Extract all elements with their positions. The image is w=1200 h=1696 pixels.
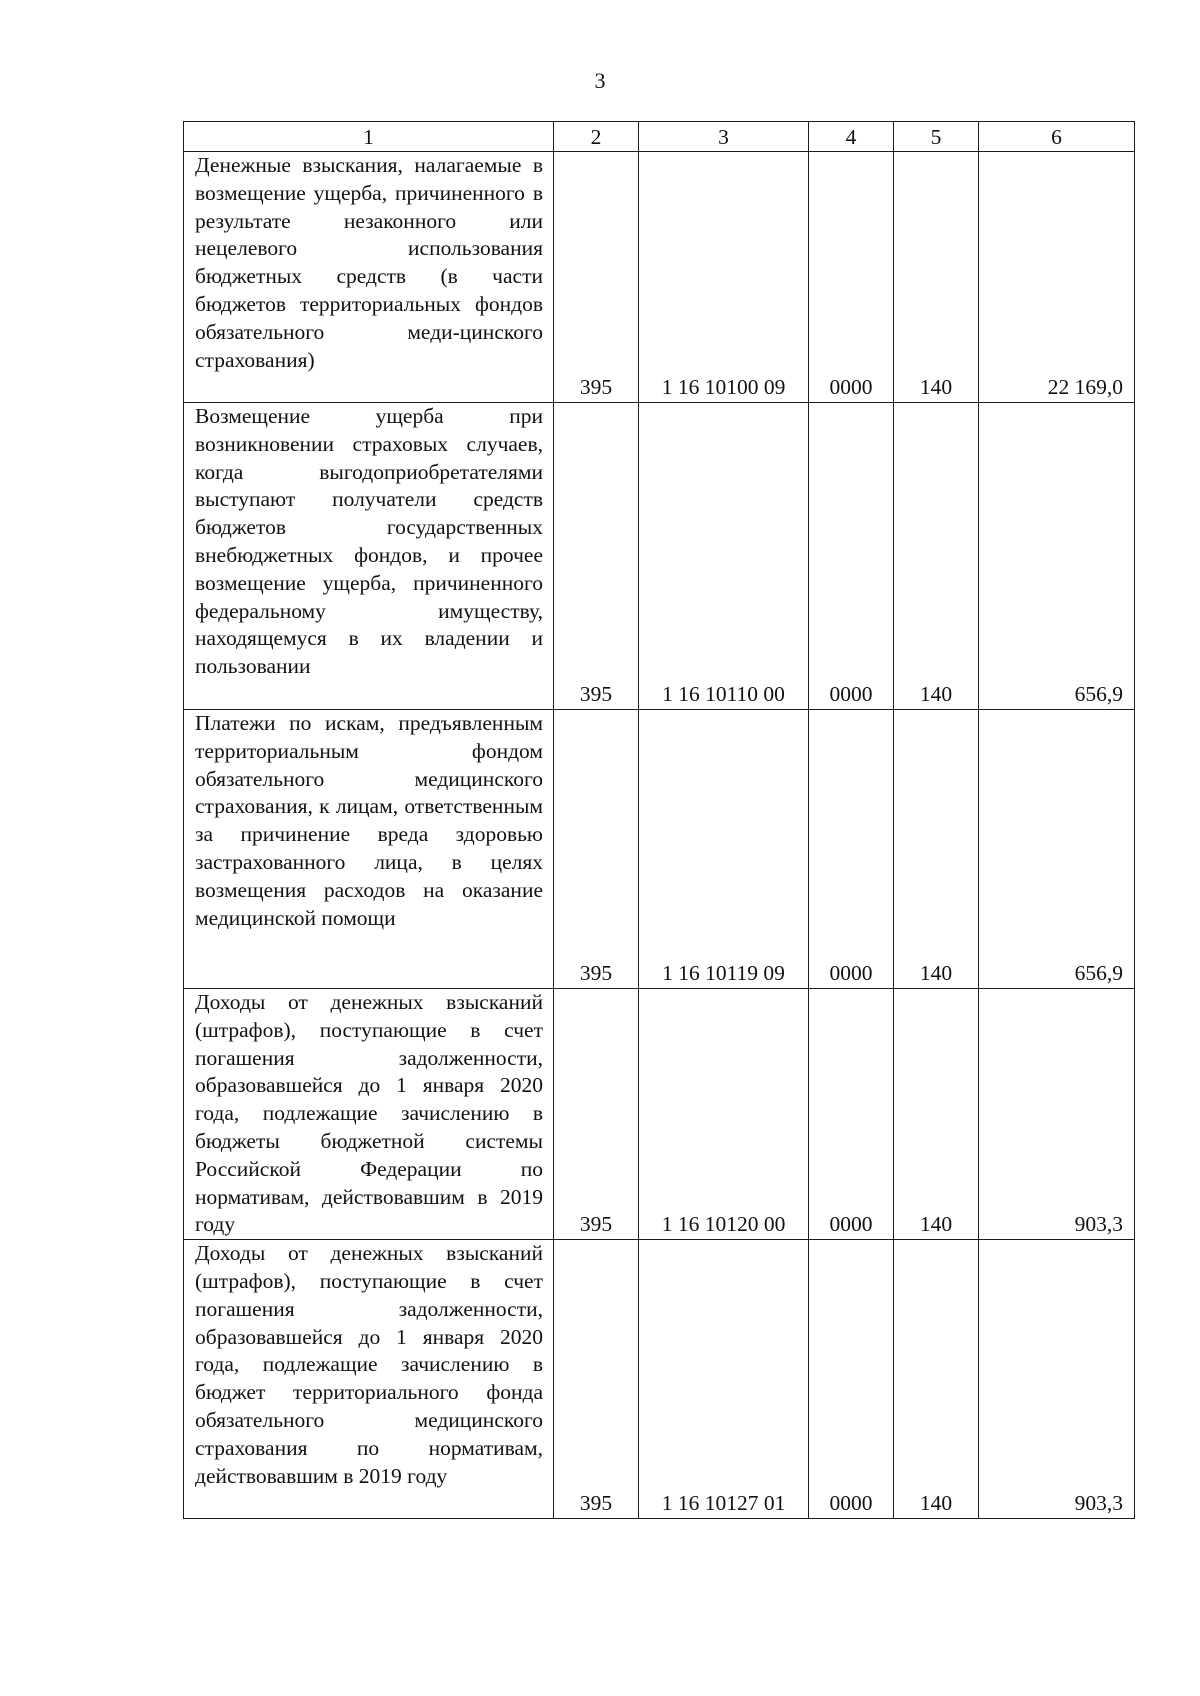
row-subtype: 0000: [809, 403, 894, 710]
row-analytic-group: 140: [894, 989, 979, 1240]
row-admin-code: 395: [554, 1240, 639, 1519]
row-description: Доходы от денежных взысканий (штрафов), поступающие в счет погашения задолженности, образовавшейся до 1 января 2020 года, подлежащие зачислению в бюджет территориального фонда обязательного медицинского страхования по нормативам, действовавшим в 2019 году: [184, 1240, 554, 1519]
table-row: [184, 403, 1135, 710]
row-description: Возмещение ущерба при возникновении страховых случаев, когда выгодоприобретателями выступают получатели средств бюджетов государственных внебюджетных фондов, и прочее возмещение ущерба, причиненного федеральному имуществу, находящемуся в их владении и пользовании: [184, 403, 554, 710]
header-row: [184, 122, 1135, 152]
budget-income-table: [183, 121, 1135, 1519]
row-subtype: 0000: [809, 710, 894, 989]
row-subtype: 0000: [809, 1240, 894, 1519]
row-amount: 903,3: [979, 1240, 1135, 1519]
row-admin-code: 395: [554, 710, 639, 989]
table-header: [184, 122, 1135, 152]
row-description: Доходы от денежных взысканий (штрафов), поступающие в счет погашения задолженности, образовавшейся до 1 января 2020 года, подлежащие зачислению в бюджеты бюджетной системы Российской Федерации по нормативам, действовавшим в 2019 году: [184, 989, 554, 1240]
row-description: Платежи по искам, предъявленным территориальным фондом обязательного медицинского страхования, к лицам, ответственным за причинение вреда здоровью застрахованного лица, в целях возмещения расходов на оказание медицинской помощи: [184, 710, 554, 989]
header-col-1: 1: [184, 122, 554, 152]
table-row: [184, 710, 1135, 989]
row-amount: 22 169,0: [979, 152, 1135, 403]
page-number: 3: [594, 68, 606, 93]
row-income-code: 1 16 10119 09: [639, 710, 809, 989]
row-analytic-group: 140: [894, 403, 979, 710]
header-col-5: 5: [894, 122, 979, 152]
table-row: [184, 152, 1135, 403]
header-col-4: 4: [809, 122, 894, 152]
row-analytic-group: 140: [894, 710, 979, 989]
row-income-code: 1 16 10120 00: [639, 989, 809, 1240]
row-admin-code: 395: [554, 403, 639, 710]
header-col-2: 2: [554, 122, 639, 152]
row-admin-code: 395: [554, 989, 639, 1240]
row-description: Денежные взыскания, налагаемые в возмещение ущерба, причиненного в результате незаконного или нецелевого использования бюджетных средств (в части бюджетов территориальных фондов обязательного меди-цинского страхования): [184, 152, 554, 403]
row-amount: 903,3: [979, 989, 1135, 1240]
row-income-code: 1 16 10110 00: [639, 403, 809, 710]
row-analytic-group: 140: [894, 1240, 979, 1519]
row-amount: 656,9: [979, 710, 1135, 989]
row-income-code: 1 16 10127 01: [639, 1240, 809, 1519]
table-row: [184, 1240, 1135, 1519]
header-col-6: 6: [979, 122, 1135, 152]
row-admin-code: 395: [554, 152, 639, 403]
header-col-3: 3: [639, 122, 809, 152]
table-row: [184, 989, 1135, 1240]
row-analytic-group: 140: [894, 152, 979, 403]
row-income-code: 1 16 10100 09: [639, 152, 809, 403]
row-amount: 656,9: [979, 403, 1135, 710]
row-subtype: 0000: [809, 152, 894, 403]
row-subtype: 0000: [809, 989, 894, 1240]
table-body: [184, 152, 1135, 1519]
